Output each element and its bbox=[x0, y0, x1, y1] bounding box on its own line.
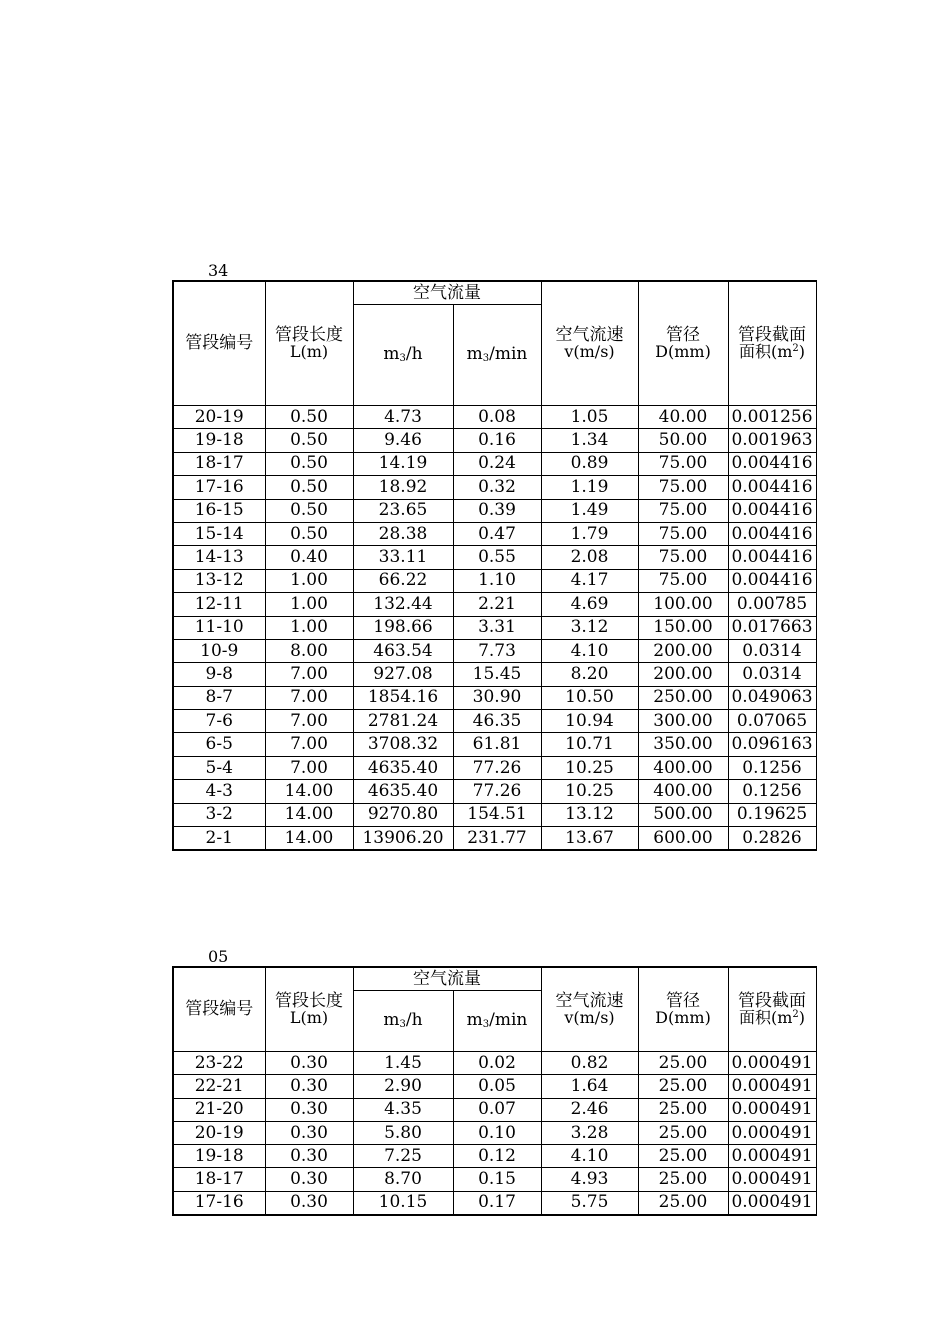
table-row bbox=[173, 686, 816, 709]
cell-diameter: 150.00 bbox=[638, 616, 728, 639]
cell-segment-id: 12-11 bbox=[173, 593, 265, 616]
table-row bbox=[173, 1168, 816, 1191]
cell-area: 0.004416 bbox=[728, 569, 816, 592]
cell-diameter: 75.00 bbox=[638, 569, 728, 592]
cell-velocity: 10.25 bbox=[541, 780, 638, 803]
header-velocity-line1: 空气流速 bbox=[555, 325, 624, 345]
header-area-line1: 管段截面 bbox=[738, 991, 806, 1011]
cell-segment-id: 13-12 bbox=[173, 569, 265, 592]
cell-velocity: 3.28 bbox=[541, 1121, 638, 1144]
cell-flow-m3min: 0.12 bbox=[453, 1145, 541, 1168]
table-row bbox=[173, 546, 816, 569]
cell-area: 0.004416 bbox=[728, 476, 816, 499]
cell-diameter: 200.00 bbox=[638, 663, 728, 686]
cell-velocity: 4.17 bbox=[541, 569, 638, 592]
table-row bbox=[173, 499, 816, 522]
cell-length: 0.50 bbox=[265, 452, 353, 475]
cell-flow-m3min: 77.26 bbox=[453, 756, 541, 779]
header-velocity bbox=[541, 967, 638, 1052]
cell-velocity: 4.10 bbox=[541, 1145, 638, 1168]
cell-area: 0.004416 bbox=[728, 452, 816, 475]
cell-segment-id: 4-3 bbox=[173, 780, 265, 803]
cell-velocity: 2.08 bbox=[541, 546, 638, 569]
cell-length: 7.00 bbox=[265, 710, 353, 733]
header-flow-m3h: $m_3/h$ bbox=[353, 991, 453, 1052]
header-length-line1: 管段长度 bbox=[275, 325, 343, 345]
cell-diameter: 250.00 bbox=[638, 686, 728, 709]
cell-area: 0.000491 bbox=[728, 1075, 816, 1098]
cell-area: 0.001963 bbox=[728, 429, 816, 452]
cell-velocity: 10.25 bbox=[541, 756, 638, 779]
table-row bbox=[173, 452, 816, 475]
cell-velocity: 13.12 bbox=[541, 803, 638, 826]
header-diameter bbox=[638, 281, 728, 406]
cell-segment-id: 6-5 bbox=[173, 733, 265, 756]
cell-segment-id: 11-10 bbox=[173, 616, 265, 639]
table-row bbox=[173, 639, 816, 662]
header-length bbox=[265, 281, 353, 406]
header-diameter-line2: D(mm) bbox=[655, 1008, 711, 1027]
cell-segment-id: 17-16 bbox=[173, 1191, 265, 1215]
cell-length: 14.00 bbox=[265, 827, 353, 851]
table-row bbox=[173, 710, 816, 733]
cell-flow-m3min: 0.16 bbox=[453, 429, 541, 452]
cell-flow-m3h: 927.08 bbox=[353, 663, 453, 686]
header-length-line2: L(m) bbox=[289, 1008, 329, 1027]
cell-velocity: 8.20 bbox=[541, 663, 638, 686]
cell-flow-m3h: 2.90 bbox=[353, 1075, 453, 1098]
cell-flow-m3h: 4.73 bbox=[353, 406, 453, 429]
cell-velocity: 13.67 bbox=[541, 827, 638, 851]
cell-flow-m3h: 132.44 bbox=[353, 593, 453, 616]
header-length-line1: 管段长度 bbox=[275, 991, 343, 1011]
cell-area: 0.096163 bbox=[728, 733, 816, 756]
cell-velocity: 4.10 bbox=[541, 639, 638, 662]
cell-flow-m3h: 4.35 bbox=[353, 1098, 453, 1121]
cell-length: 7.00 bbox=[265, 733, 353, 756]
cell-flow-m3min: 2.21 bbox=[453, 593, 541, 616]
cell-area: 0.2826 bbox=[728, 827, 816, 851]
cell-segment-id: 19-18 bbox=[173, 429, 265, 452]
cell-diameter: 400.00 bbox=[638, 780, 728, 803]
cell-length: 14.00 bbox=[265, 780, 353, 803]
cell-segment-id: 16-15 bbox=[173, 499, 265, 522]
cell-length: 0.40 bbox=[265, 546, 353, 569]
table-row bbox=[173, 663, 816, 686]
cell-diameter: 75.00 bbox=[638, 452, 728, 475]
header-velocity-line2: v(m/s) bbox=[564, 1008, 615, 1027]
cell-diameter: 50.00 bbox=[638, 429, 728, 452]
header-velocity-line1: 空气流速 bbox=[555, 991, 624, 1011]
cell-length: 0.50 bbox=[265, 522, 353, 545]
cell-flow-m3min: 0.47 bbox=[453, 522, 541, 545]
cell-flow-m3h: 1.45 bbox=[353, 1052, 453, 1075]
cell-flow-m3min: 30.90 bbox=[453, 686, 541, 709]
header-flow-m3min: $m_3/\min$ bbox=[453, 305, 541, 406]
cell-velocity: 4.69 bbox=[541, 593, 638, 616]
cell-area: 0.000491 bbox=[728, 1098, 816, 1121]
cell-diameter: 25.00 bbox=[638, 1191, 728, 1215]
table-row bbox=[173, 1191, 816, 1215]
cell-velocity: 10.94 bbox=[541, 710, 638, 733]
cell-length: 0.30 bbox=[265, 1168, 353, 1191]
cell-segment-id: 8-7 bbox=[173, 686, 265, 709]
cell-flow-m3min: 0.02 bbox=[453, 1052, 541, 1075]
header-diameter bbox=[638, 967, 728, 1052]
cell-flow-m3min: 0.32 bbox=[453, 476, 541, 499]
cell-length: 0.50 bbox=[265, 406, 353, 429]
cell-velocity: 1.64 bbox=[541, 1075, 638, 1098]
cell-flow-m3h: 7.25 bbox=[353, 1145, 453, 1168]
cell-area: 0.19625 bbox=[728, 803, 816, 826]
cell-flow-m3min: 77.26 bbox=[453, 780, 541, 803]
cell-segment-id: 2-1 bbox=[173, 827, 265, 851]
table1-caption: 34 bbox=[208, 261, 229, 280]
table-row bbox=[173, 1098, 816, 1121]
header-area bbox=[728, 281, 816, 406]
cell-area: 0.000491 bbox=[728, 1145, 816, 1168]
cell-diameter: 75.00 bbox=[638, 522, 728, 545]
cell-flow-m3min: 0.39 bbox=[453, 499, 541, 522]
cell-velocity: 5.75 bbox=[541, 1191, 638, 1215]
cell-length: 0.50 bbox=[265, 476, 353, 499]
table-row bbox=[173, 733, 816, 756]
cell-segment-id: 3-2 bbox=[173, 803, 265, 826]
header-airflow: 空气流量 bbox=[353, 281, 541, 305]
cell-velocity: 1.34 bbox=[541, 429, 638, 452]
cell-flow-m3min: 0.08 bbox=[453, 406, 541, 429]
cell-segment-id: 20-19 bbox=[173, 406, 265, 429]
cell-flow-m3min: 0.10 bbox=[453, 1121, 541, 1144]
cell-flow-m3h: 9270.80 bbox=[353, 803, 453, 826]
table-row bbox=[173, 1121, 816, 1144]
cell-diameter: 25.00 bbox=[638, 1052, 728, 1075]
table2-caption: 05 bbox=[208, 947, 229, 966]
cell-flow-m3h: 198.66 bbox=[353, 616, 453, 639]
cell-diameter: 300.00 bbox=[638, 710, 728, 733]
cell-area: 0.004416 bbox=[728, 499, 816, 522]
cell-area: 0.000491 bbox=[728, 1191, 816, 1215]
table-row bbox=[173, 780, 816, 803]
cell-length: 0.30 bbox=[265, 1098, 353, 1121]
cell-segment-id: 19-18 bbox=[173, 1145, 265, 1168]
cell-segment-id: 15-14 bbox=[173, 522, 265, 545]
cell-area: 0.0314 bbox=[728, 663, 816, 686]
cell-flow-m3min: 3.31 bbox=[453, 616, 541, 639]
table-row bbox=[173, 756, 816, 779]
cell-velocity: 2.46 bbox=[541, 1098, 638, 1121]
cell-velocity: 1.49 bbox=[541, 499, 638, 522]
cell-diameter: 75.00 bbox=[638, 476, 728, 499]
cell-length: 0.30 bbox=[265, 1121, 353, 1144]
cell-flow-m3h: 66.22 bbox=[353, 569, 453, 592]
cell-area: 0.1256 bbox=[728, 756, 816, 779]
cell-segment-id: 20-19 bbox=[173, 1121, 265, 1144]
table-row bbox=[173, 616, 816, 639]
pipe-table-1 bbox=[172, 280, 817, 851]
pipe-table-2 bbox=[172, 966, 817, 1216]
cell-diameter: 200.00 bbox=[638, 639, 728, 662]
cell-diameter: 25.00 bbox=[638, 1145, 728, 1168]
cell-segment-id: 18-17 bbox=[173, 1168, 265, 1191]
cell-diameter: 75.00 bbox=[638, 499, 728, 522]
cell-velocity: 1.19 bbox=[541, 476, 638, 499]
cell-area: 0.000491 bbox=[728, 1168, 816, 1191]
cell-length: 8.00 bbox=[265, 639, 353, 662]
cell-flow-m3min: 46.35 bbox=[453, 710, 541, 733]
cell-length: 1.00 bbox=[265, 569, 353, 592]
table-row bbox=[173, 593, 816, 616]
header-length bbox=[265, 967, 353, 1052]
cell-flow-m3h: 14.19 bbox=[353, 452, 453, 475]
cell-diameter: 25.00 bbox=[638, 1168, 728, 1191]
cell-velocity: 10.50 bbox=[541, 686, 638, 709]
cell-segment-id: 18-17 bbox=[173, 452, 265, 475]
cell-flow-m3min: 0.15 bbox=[453, 1168, 541, 1191]
cell-length: 1.00 bbox=[265, 593, 353, 616]
header-flow-m3min: $m_3/\min$ bbox=[453, 991, 541, 1052]
cell-diameter: 500.00 bbox=[638, 803, 728, 826]
cell-flow-m3h: 4635.40 bbox=[353, 780, 453, 803]
cell-flow-m3h: 8.70 bbox=[353, 1168, 453, 1191]
header-area-line1: 管段截面 bbox=[738, 325, 806, 345]
cell-area: 0.017663 bbox=[728, 616, 816, 639]
cell-diameter: 40.00 bbox=[638, 406, 728, 429]
table-row bbox=[173, 1145, 816, 1168]
cell-diameter: 25.00 bbox=[638, 1075, 728, 1098]
cell-area: 0.004416 bbox=[728, 546, 816, 569]
cell-flow-m3h: 33.11 bbox=[353, 546, 453, 569]
header-velocity bbox=[541, 281, 638, 406]
cell-diameter: 75.00 bbox=[638, 546, 728, 569]
header-segment: 管段编号 bbox=[173, 967, 265, 1052]
cell-velocity: 4.93 bbox=[541, 1168, 638, 1191]
cell-flow-m3min: 7.73 bbox=[453, 639, 541, 662]
cell-area: 0.004416 bbox=[728, 522, 816, 545]
header-segment: 管段编号 bbox=[173, 281, 265, 406]
cell-area: 0.001256 bbox=[728, 406, 816, 429]
cell-segment-id: 22-21 bbox=[173, 1075, 265, 1098]
cell-flow-m3h: 10.15 bbox=[353, 1191, 453, 1215]
cell-flow-m3min: 15.45 bbox=[453, 663, 541, 686]
cell-velocity: 1.05 bbox=[541, 406, 638, 429]
cell-segment-id: 7-6 bbox=[173, 710, 265, 733]
cell-length: 0.30 bbox=[265, 1052, 353, 1075]
cell-diameter: 25.00 bbox=[638, 1121, 728, 1144]
cell-diameter: 400.00 bbox=[638, 756, 728, 779]
cell-length: 14.00 bbox=[265, 803, 353, 826]
cell-flow-m3h: 463.54 bbox=[353, 639, 453, 662]
cell-segment-id: 10-9 bbox=[173, 639, 265, 662]
header-diameter-line1: 管径 bbox=[666, 325, 700, 345]
cell-diameter: 100.00 bbox=[638, 593, 728, 616]
header-length-line2: L(m) bbox=[289, 342, 329, 361]
table-row bbox=[173, 1075, 816, 1098]
cell-length: 7.00 bbox=[265, 756, 353, 779]
cell-flow-m3min: 0.24 bbox=[453, 452, 541, 475]
header-diameter-line2: D(mm) bbox=[655, 342, 711, 361]
table-row bbox=[173, 569, 816, 592]
cell-velocity: 1.79 bbox=[541, 522, 638, 545]
cell-area: 0.000491 bbox=[728, 1121, 816, 1144]
header-airflow: 空气流量 bbox=[353, 967, 541, 991]
cell-flow-m3h: 18.92 bbox=[353, 476, 453, 499]
cell-flow-m3h: 5.80 bbox=[353, 1121, 453, 1144]
table-row bbox=[173, 406, 816, 429]
cell-velocity: 0.82 bbox=[541, 1052, 638, 1075]
cell-flow-m3min: 61.81 bbox=[453, 733, 541, 756]
header-flow-m3h: $m_3/h$ bbox=[353, 305, 453, 406]
table-row bbox=[173, 1052, 816, 1075]
header-velocity-line2: v(m/s) bbox=[564, 342, 615, 361]
header-diameter-line1: 管径 bbox=[666, 991, 700, 1011]
cell-area: 0.1256 bbox=[728, 780, 816, 803]
header-area-line2: 面积$(m^2)$ bbox=[738, 1008, 806, 1027]
cell-segment-id: 17-16 bbox=[173, 476, 265, 499]
cell-length: 1.00 bbox=[265, 616, 353, 639]
cell-area: 0.07065 bbox=[728, 710, 816, 733]
table-row bbox=[173, 522, 816, 545]
cell-length: 0.50 bbox=[265, 429, 353, 452]
cell-flow-m3h: 23.65 bbox=[353, 499, 453, 522]
cell-flow-m3min: 0.07 bbox=[453, 1098, 541, 1121]
cell-flow-m3h: 28.38 bbox=[353, 522, 453, 545]
cell-velocity: 10.71 bbox=[541, 733, 638, 756]
cell-segment-id: 9-8 bbox=[173, 663, 265, 686]
cell-segment-id: 5-4 bbox=[173, 756, 265, 779]
cell-velocity: 3.12 bbox=[541, 616, 638, 639]
cell-flow-m3h: 3708.32 bbox=[353, 733, 453, 756]
cell-length: 0.30 bbox=[265, 1191, 353, 1215]
cell-velocity: 0.89 bbox=[541, 452, 638, 475]
cell-flow-m3h: 13906.20 bbox=[353, 827, 453, 851]
table-row bbox=[173, 476, 816, 499]
cell-segment-id: 23-22 bbox=[173, 1052, 265, 1075]
cell-length: 7.00 bbox=[265, 686, 353, 709]
cell-length: 0.30 bbox=[265, 1075, 353, 1098]
cell-diameter: 25.00 bbox=[638, 1098, 728, 1121]
cell-length: 7.00 bbox=[265, 663, 353, 686]
cell-flow-m3min: 0.55 bbox=[453, 546, 541, 569]
header-area-line2: 面积$(m^2)$ bbox=[738, 342, 806, 361]
cell-flow-m3h: 4635.40 bbox=[353, 756, 453, 779]
cell-area: 0.0314 bbox=[728, 639, 816, 662]
cell-flow-m3h: 9.46 bbox=[353, 429, 453, 452]
cell-flow-m3min: 0.05 bbox=[453, 1075, 541, 1098]
cell-segment-id: 14-13 bbox=[173, 546, 265, 569]
cell-diameter: 600.00 bbox=[638, 827, 728, 851]
cell-flow-m3min: 231.77 bbox=[453, 827, 541, 851]
cell-flow-m3min: 0.17 bbox=[453, 1191, 541, 1215]
cell-area: 0.00785 bbox=[728, 593, 816, 616]
header-area bbox=[728, 967, 816, 1052]
cell-length: 0.50 bbox=[265, 499, 353, 522]
cell-diameter: 350.00 bbox=[638, 733, 728, 756]
cell-length: 0.30 bbox=[265, 1145, 353, 1168]
table-row bbox=[173, 429, 816, 452]
cell-flow-m3h: 2781.24 bbox=[353, 710, 453, 733]
cell-segment-id: 21-20 bbox=[173, 1098, 265, 1121]
cell-area: 0.049063 bbox=[728, 686, 816, 709]
table-row bbox=[173, 827, 816, 851]
table-row bbox=[173, 803, 816, 826]
cell-area: 0.000491 bbox=[728, 1052, 816, 1075]
cell-flow-m3min: 154.51 bbox=[453, 803, 541, 826]
cell-flow-m3h: 1854.16 bbox=[353, 686, 453, 709]
cell-flow-m3min: 1.10 bbox=[453, 569, 541, 592]
